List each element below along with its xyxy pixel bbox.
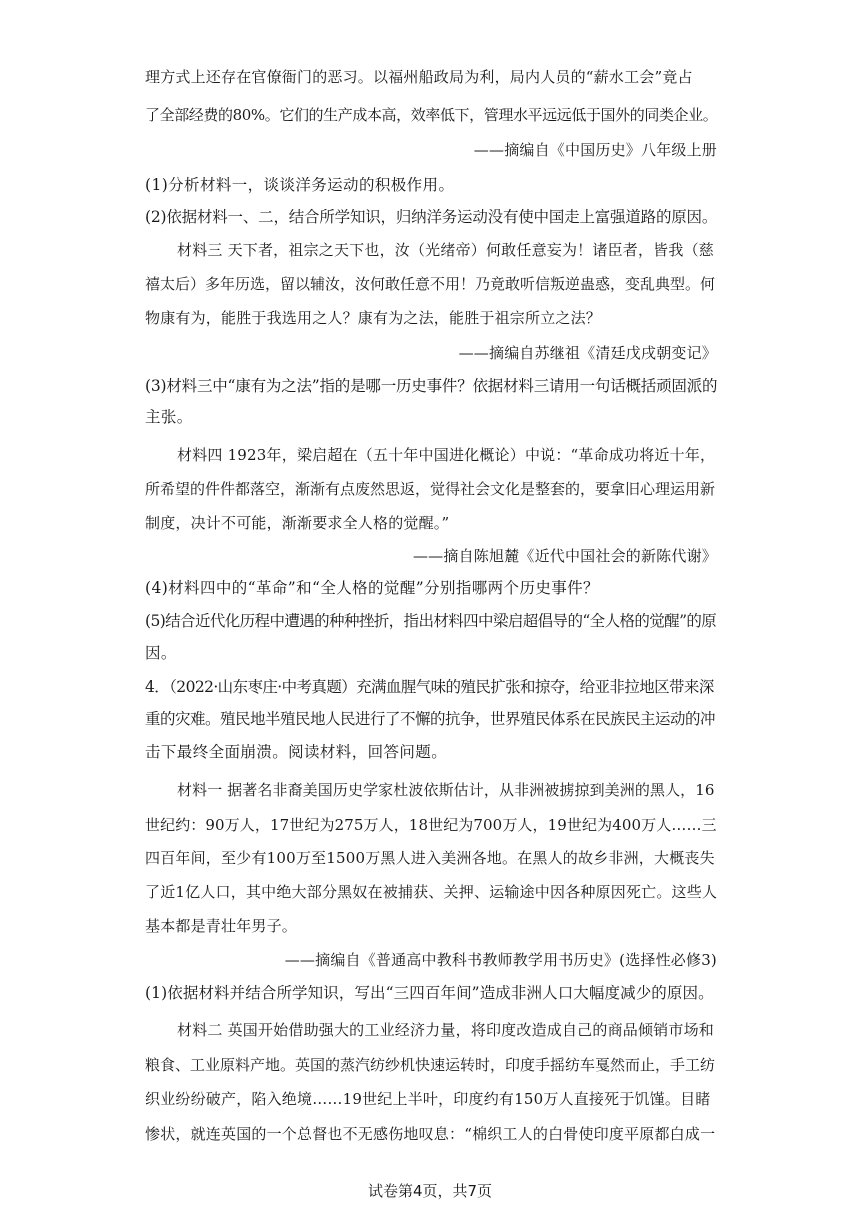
source-citation: ——摘自陈旭麓《近代中国社会的新陈代谢》	[412, 547, 717, 565]
material-line: 材料二 英国开始借助强大的工业经济力量，将印度改造成自己的商品倾销市场和	[177, 1021, 714, 1039]
question-line: (2)依据材料一、二，结合所学知识，归纳洋务运动没有使中国走上富强道路的原因。	[145, 208, 718, 226]
material-line: 所希望的件件都落空，渐渐有点废然思返，觉得社会文化是整套的，要拿旧心理运用新	[145, 480, 716, 498]
material-line: 织业纷纷破产，陷入绝境……19世纪上半叶，印度约有150万人直接死于饥馑。目睹	[145, 1090, 711, 1108]
material-line: 材料一 据著名非裔美国历史学家杜波依斯估计，从非洲被掳掠到美洲的黑人，16	[177, 781, 715, 799]
material-line: 四百年间，至少有100万至1500万黑人进入美洲各地。在黑人的故乡非洲，大概丧失	[145, 849, 715, 867]
material-line: 基本都是青壮年男子。	[145, 917, 298, 935]
material-line: 制度，决计不可能，渐渐要求全人格的觉醒。”	[145, 514, 450, 532]
source-citation: ——摘编自《中国历史》八年级上册	[473, 141, 717, 159]
question-line: 击下最终全面崩溃。阅读材料，回答问题。	[145, 743, 448, 761]
material-line: 惨状，就连英国的一个总督也不无感伤地叹息：“棉织工人的白骨使印度平原都白成一	[145, 1125, 716, 1143]
question-line: 因。	[145, 644, 177, 662]
material-line: 材料三 天下者，祖宗之天下也，汝（光绪帝）何敢任意妄为！诸臣者，皆我（慈	[177, 241, 714, 259]
material-line: 材料四 1923年，梁启超在（五十年中国进化概论）中说：“革命成功将近十年，	[177, 446, 716, 464]
question-line: (3)材料三中“康有为之法”指的是哪一历史事件？依据材料三请用一句话概括顽固派的	[145, 377, 718, 395]
material-line: 禧太后）多年历选，留以辅汝，汝何敢任意不用！乃竟敢听信叛逆蛊惑，变乱典型。何	[145, 275, 716, 293]
question-heading: 4．（2022·山东枣庄·中考真题）充满血腥气味的殖民扩张和掠夺，给亚非拉地区带来深	[145, 678, 714, 696]
material-line: 世纪约：90万人，17世纪为275万人，18世纪为700万人，19世纪为400万人……三	[145, 816, 717, 834]
question-line: (1)依据材料并结合所学知识，写出“三四百年间”造成非洲人口大幅度减少的原因。	[145, 984, 714, 1002]
page-number-footer: 试卷第4页，共7页	[367, 1182, 493, 1200]
question-line: (4)材料四中的“革命”和“全人格的觉醒”分别指哪两个历史事件？	[145, 579, 599, 597]
question-line: (5)结合近代化历程中遭遇的种种挫折，指出材料四中梁启超倡导的“全人格的觉醒”的原	[145, 612, 717, 630]
text-line: 理方式上还存在官僚衙门的恶习。以福州船政局为利，局内人员的“薪水工会”竟占	[145, 68, 693, 86]
question-line: 重的灾难。殖民地半殖民地人民进行了不懈的抗争，世界殖民体系在民族民主运动的冲	[145, 710, 716, 728]
material-line: 物康有为，能胜于我选用之人？康有为之法，能胜于祖宗所立之法？	[145, 309, 602, 327]
source-citation: ——摘编自苏继祖《清廷戊戌朝变记》	[458, 344, 717, 362]
text-line: 了全部经费的80%。它们的生产成本高，效率低下，管理水平远远低于国外的同类企业。	[145, 106, 718, 124]
question-line: (1)分析材料一，谈谈洋务运动的积极作用。	[145, 176, 455, 194]
material-line: 了近1亿人口，其中绝大部分黑奴在被捕获、关押、运输途中因各种原因死亡。这些人	[145, 883, 718, 901]
material-line: 粮食、工业原料产地。英国的蒸汽纺纱机快速运转时，印度手摇纺车戛然而止，手工纺	[145, 1056, 716, 1074]
question-line: 主张。	[145, 408, 193, 426]
source-citation: ——摘编自《普通高中教科书教师教学用书历史》(选择性必修3)	[284, 951, 717, 969]
